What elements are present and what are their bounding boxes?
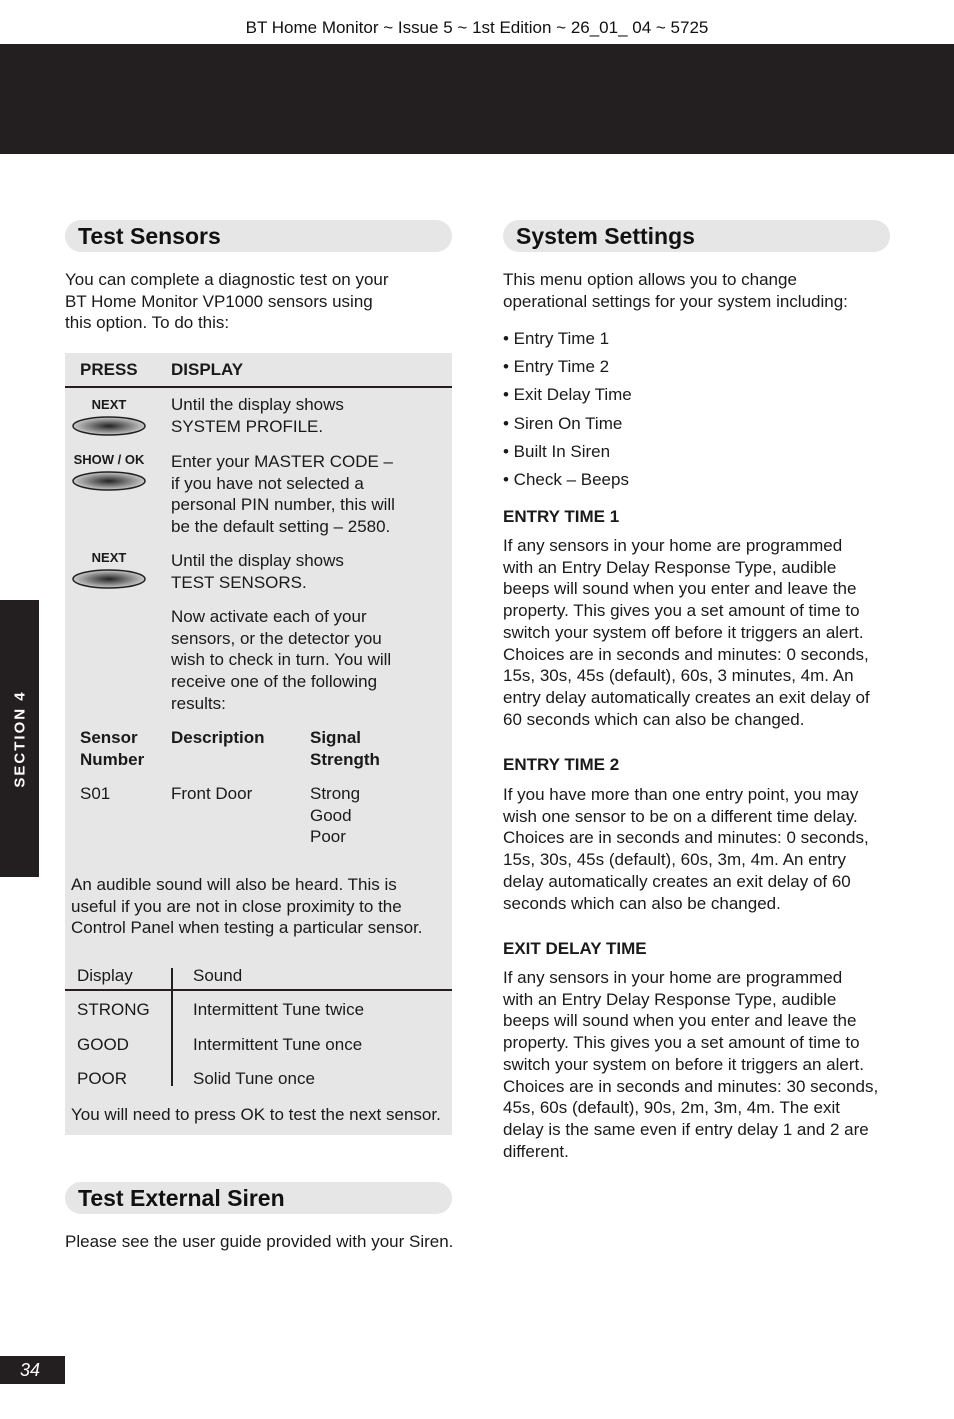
test-siren-title: Test External Siren [65,1182,452,1214]
text-line: If any sensors in your home are programmed [503,968,843,987]
show-ok-button-icon[interactable] [71,470,147,492]
text-line: beeps will sound when you enter and leave the [503,1011,857,1031]
col-display-header: DISPLAY [171,360,244,379]
sound-row-sound: Intermittent Tune once [193,1035,363,1054]
test-sensors-intro [65,269,455,334]
step-line: personal PIN number, this will [171,495,395,515]
header-line: Sensor [80,728,138,747]
text-line: If you have more than one entry point, you may [503,785,859,804]
header-line: Number [80,749,145,769]
sound-row-sound: Solid Tune once [193,1069,315,1088]
signal-value: Good [310,805,352,825]
step-line: Enter your MASTER CODE – [171,452,394,471]
col-press-header: PRESS [80,360,138,379]
entry-time-2-heading: ENTRY TIME 2 [503,755,620,774]
text-line: 15s, 30s, 45s (default), 60s, 3 minutes, 4m. An [503,666,854,686]
activate-line: wish to check in turn. You will [171,650,392,670]
sound-row-sound: Intermittent Tune twice [193,1000,365,1019]
list-item: • Siren On Time [503,413,623,433]
test-sensors-title: Test Sensors [65,220,452,252]
entry-time-1-text [503,535,870,730]
step-2-text [171,451,395,538]
next-sensor-note: You will need to press OK to test the next sensor. [71,1105,441,1124]
show-ok-button-label: SHOW / OK [73,452,145,467]
text-line: property. This gives you a set amount of time to [503,601,860,621]
test-siren-text: Please see the user guide provided with your Siren. [65,1232,454,1251]
signal-strength-values [310,783,360,848]
text-line: seconds which can also be changed. [503,893,781,913]
text-line: switch your system off before it triggers an alert. [503,622,864,642]
text-line: Choices are in seconds and minutes: 0 seconds, [503,644,869,664]
system-settings-title: System Settings [503,220,890,252]
text-line: delay automatically creates an exit delay of 60 [503,871,851,891]
text-line: with an Entry Delay Response Type, audible [503,989,837,1009]
step-1-text [171,394,344,437]
text-line: wish one sensor to be on a different time delay. [503,806,858,826]
exit-delay-heading: EXIT DELAY TIME [503,939,647,958]
step-line: TEST SENSORS. [171,572,307,592]
text-line: beeps will sound when you enter and leave the [503,579,857,599]
text-line: delay is the same even if entry delay 1 and 2 are [503,1119,869,1139]
sound-col-display-header: Display [77,966,133,985]
text-line: 45s, 60s (default), 90s, 2m, 3m, 4m. The exit [503,1098,841,1118]
step-3-text [171,550,344,593]
next-button-icon[interactable] [71,415,147,437]
sound-table-vertical-rule [171,968,173,1086]
text-line: entry delay automatically creates an exit delay of [503,687,870,707]
audible-line: Control Panel when testing a particular sensor. [71,918,423,938]
document-header: BT Home Monitor ~ Issue 5 ~ 1st Edition ~ 26_01_ 04 ~ 5725 [245,18,709,37]
text-line: property. This gives you a set amount of time to [503,1033,860,1053]
entry-time-1-heading: ENTRY TIME 1 [503,507,620,526]
step-line: SYSTEM PROFILE. [171,416,324,436]
header-band [0,44,954,154]
text-line: with an Entry Delay Response Type, audible [503,557,837,577]
list-item: • Built In Siren [503,441,611,461]
text-line: If any sensors in your home are programmed [503,536,843,555]
next-button-icon[interactable] [71,568,147,590]
text-line: 60 seconds which can also be changed. [503,709,805,729]
page-number: 34 [0,1356,65,1384]
header-line: Strength [310,749,380,769]
system-settings-intro [503,269,848,312]
text-line: Choices are in seconds and minutes: 0 seconds, [503,828,869,848]
next-button-label: NEXT [91,550,127,565]
description-value: Front Door [171,784,253,803]
audible-line: An audible sound will also be heard. This is [71,875,397,894]
activate-line: Now activate each of your [171,607,367,626]
intro-line: This menu option allows you to change [503,270,797,289]
text-line: different. [503,1141,569,1161]
list-item: • Check – Beeps [503,470,629,490]
description-header: Description [171,728,265,747]
activate-text [171,606,391,715]
next-button-label: NEXT [91,397,127,412]
sound-col-sound-header: Sound [193,966,243,985]
settings-bullet-list [503,325,632,494]
sound-table-divider [65,989,452,991]
signal-strength-header [310,727,380,770]
audible-text [71,874,423,939]
entry-time-2-text [503,784,869,914]
step-line: if you have not selected a [171,473,364,493]
step-line: be the default setting – 2580. [171,517,391,537]
signal-value: Poor [310,827,346,847]
intro-line: You can complete a diagnostic test on your [65,270,389,289]
list-item: • Exit Delay Time [503,385,632,405]
text-line: Choices are in seconds and minutes: 30 seconds, [503,1076,879,1096]
list-item: • Entry Time 1 [503,329,610,348]
sensor-number-header [80,727,144,770]
intro-line: operational settings for your system including: [503,291,848,311]
activate-line: results: [171,693,226,713]
header-divider [65,386,452,388]
sound-row-display: STRONG [77,1000,150,1019]
signal-value: Strong [310,784,361,803]
sensor-number-value: S01 [80,784,111,803]
text-line: switch your system on before it triggers an alert. [503,1054,864,1074]
step-line: Until the display shows [171,395,344,414]
section-tab-label: SECTION 4 [11,689,28,788]
step-line: Until the display shows [171,551,344,570]
activate-line: receive one of the following [171,672,378,692]
list-item: • Entry Time 2 [503,357,610,377]
section-tab [0,600,39,877]
audible-line: useful if you are not in close proximity to the [71,896,402,916]
activate-line: sensors, or the detector you [171,628,382,648]
header-line: Signal [310,728,362,747]
text-line: 15s, 30s, 45s (default), 60s, 3m, 4m. An entry [503,850,847,870]
intro-line: this option. To do this: [65,313,230,333]
exit-delay-text [503,967,878,1162]
intro-line: BT Home Monitor VP1000 sensors using [65,291,373,311]
sound-row-display: GOOD [77,1035,129,1054]
sound-row-display: POOR [77,1069,128,1088]
